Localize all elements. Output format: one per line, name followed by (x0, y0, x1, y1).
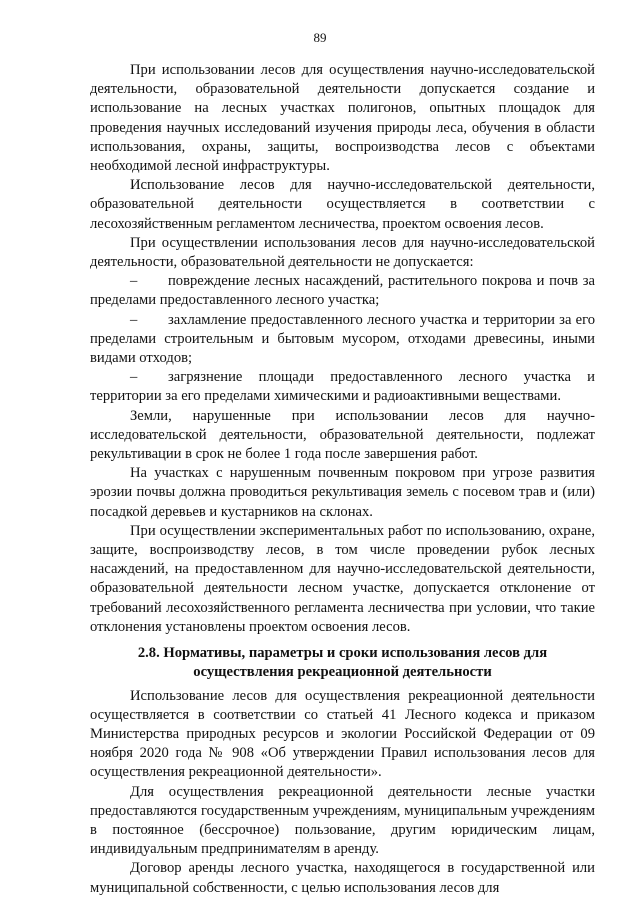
paragraph: Использование лесов для осуществления рекреационной деятельности осуществляется в соответствии со статьей 41 Лесного кодекса и приказом Министерства природных ресурсов и экологии Российской Федерации от 09 ноября 2020 года № 908 «Об утверждении Правил использования лесов для осуществления рекреационной деятельности». (90, 687, 595, 781)
list-item (90, 272, 595, 310)
list-dash: – (130, 369, 138, 386)
paragraph: При осуществлении экспериментальных работ по использованию, охране, защите, воспроизводству лесов, в том числе проведении рубок лесных насаждений, на предоставленном для научно-исследовательской деятельности, образовательной деятельности лесном участке, допускается отклонение от требований лесохозяйственного регламента лесничества при условии, что такие отклонения установлены проектом освоения лесов. (90, 522, 595, 635)
paragraph: Использование лесов для научно-исследовательской деятельности, образовательной деятельности осуществляется в соответствии с лесохозяйственным регламентом лесничества, проектом освоения лесов. (90, 177, 595, 232)
paragraph: При использовании лесов для осуществления научно-исследовательской деятельности, образовательной деятельности допускается создание и использование на лесных участках полигонов, опытных площадок для проведения научных исследований изучения природы леса, обучения в области использования, охраны, защиты, воспроизводства лесов с объектами необходимой лесной инфраструктуры. (90, 62, 595, 175)
paragraph: На участках с нарушенным почвенным покровом при угрозе развития эрозии почвы должна проводиться рекультивация земель с посевом трав и (или) посадкой деревьев и кустарников на склонах. (90, 465, 595, 520)
paragraph: Земли, нарушенные при использовании лесов для научно-исследовательской деятельности, образовательной деятельности, подлежат рекультивации в срок не более 1 года после завершения работ. (90, 407, 595, 463)
document-body (90, 61, 595, 898)
section-heading-line: 2.8. Нормативы, параметры и сроки использования лесов для (137, 645, 548, 662)
section-heading-line: осуществления рекреационной деятельности (193, 664, 492, 681)
page-number: 89 (313, 30, 327, 45)
section-heading (90, 644, 595, 682)
list-item-text: повреждение лесных насаждений, растительного покрова и почв за пределами предоставленного лесного участка; (90, 273, 595, 309)
paragraph: Для осуществления рекреационной деятельности лесные участки предоставляются государственным учреждениям, муниципальным учреждениям в постоянное (бессрочное) пользование, другим юридическим лицам, индивидуальным предпринимателям в аренду. (90, 783, 595, 858)
list-dash: – (130, 273, 138, 290)
list-item (90, 368, 595, 406)
list-item-text: захламление предоставленного лесного участка и территории за его пределами строительным и бытовым мусором, отходами древесины, иными видами отходов; (90, 311, 595, 367)
list-item-text: загрязнение площади предоставленного лесного участка и территории за его пределами химическими и радиоактивными веществами. (90, 369, 595, 405)
paragraph: Договор аренды лесного участка, находящегося в государственной или муниципальной собственности, с целью использования лесов для (90, 860, 595, 896)
list-dash: – (130, 311, 138, 328)
list-item (90, 311, 595, 369)
paragraph: При осуществлении использования лесов для научно-исследовательской деятельности, образовательной деятельности не допускается: (90, 234, 595, 271)
